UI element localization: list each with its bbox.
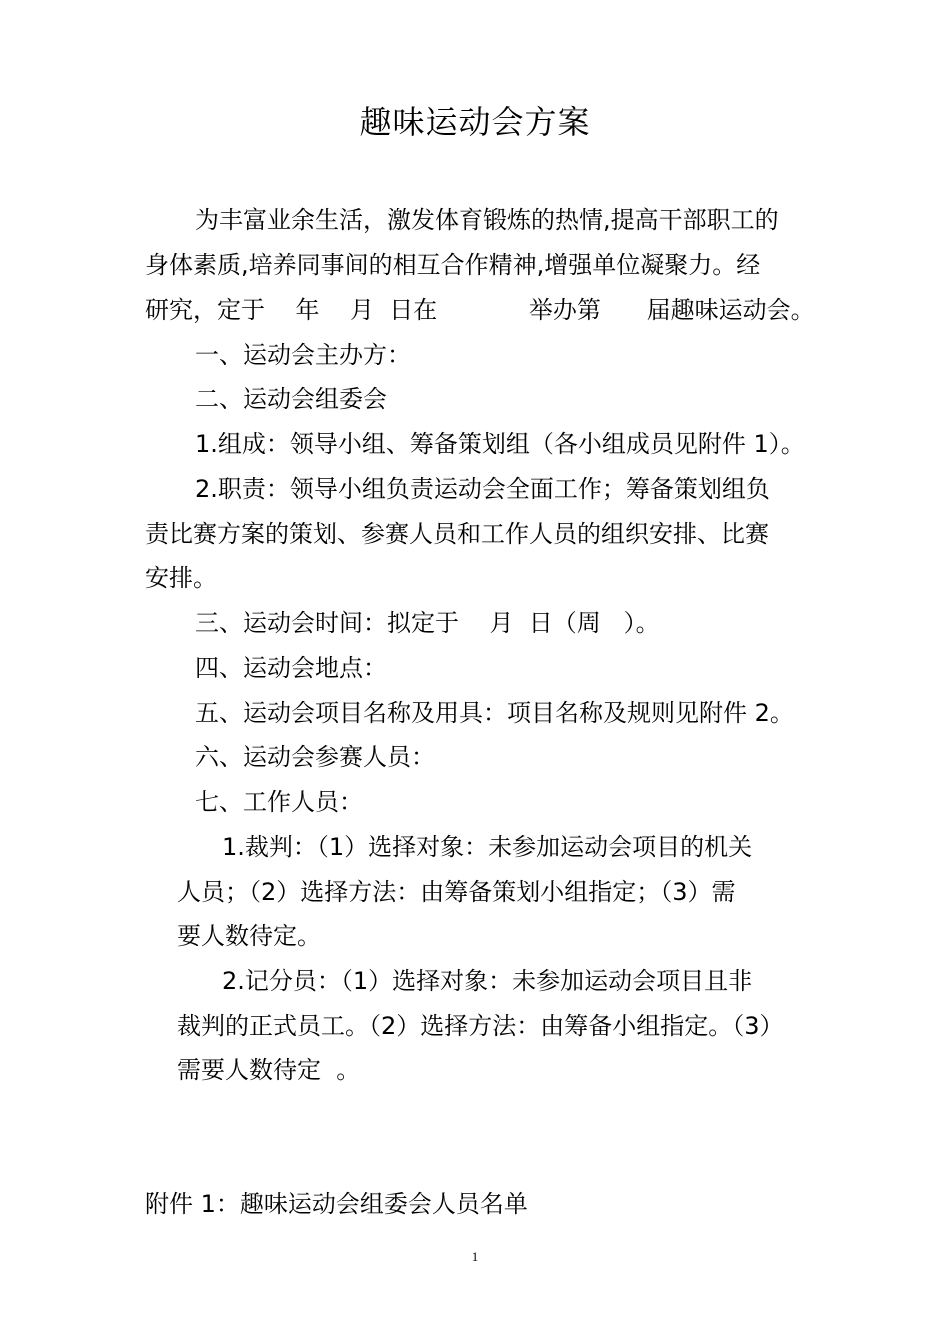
paragraph-line: 研究，定于 年 月 日在 举办第 届趣味运动会。 — [145, 296, 815, 324]
attachment-heading: 附件 1：趣味运动会组委会人员名单 — [145, 1190, 528, 1218]
section-heading-staff: 七、工作人员： — [195, 788, 363, 816]
committee-duties-line: 责比赛方案的策划、参赛人员和工作人员的组织安排、比赛 — [145, 520, 769, 548]
paragraph-line: 身体素质,培养同事间的相互合作精神,增强单位凝聚力。经 — [145, 251, 761, 279]
scorekeeper-line: 需要人数待定 。 — [177, 1056, 361, 1084]
scorekeeper-line: 2.记分员：（1）选择对象：未参加运动会项目且非 — [222, 967, 753, 995]
section-heading-committee: 二、运动会组委会 — [195, 385, 387, 413]
scorekeeper-line: 裁判的正式员工。（2）选择方法：由筹备小组指定。（3） — [177, 1012, 784, 1040]
committee-composition: 1.组成：领导小组、筹备策划组（各小组成员见附件 1）。 — [195, 430, 805, 458]
referee-line: 人员；（2）选择方法：由筹备策划小组指定；（3）需 — [177, 878, 736, 906]
paragraph-line: 为丰富业余生活，激发体育锻炼的热情,提高干部职工的 — [195, 206, 779, 234]
section-heading-events: 五、运动会项目名称及用具：项目名称及规则见附件 2。 — [195, 699, 794, 727]
committee-duties-line: 安排。 — [145, 564, 217, 592]
section-heading-time: 三、运动会时间：拟定于 月 日（周 ）。 — [195, 609, 660, 637]
page-number: 1 — [471, 1249, 479, 1264]
section-heading-organizer: 一、运动会主办方： — [195, 341, 411, 369]
committee-duties-line: 2.职责：领导小组负责运动会全面工作；筹备策划组负 — [195, 475, 770, 503]
document-title: 趣味运动会方案 — [359, 103, 591, 141]
section-heading-participants: 六、运动会参赛人员： — [195, 743, 435, 771]
section-heading-location: 四、运动会地点： — [195, 654, 387, 682]
referee-line: 要人数待定。 — [177, 922, 321, 950]
referee-line: 1.裁判：（1）选择对象：未参加运动会项目的机关 — [222, 833, 753, 861]
